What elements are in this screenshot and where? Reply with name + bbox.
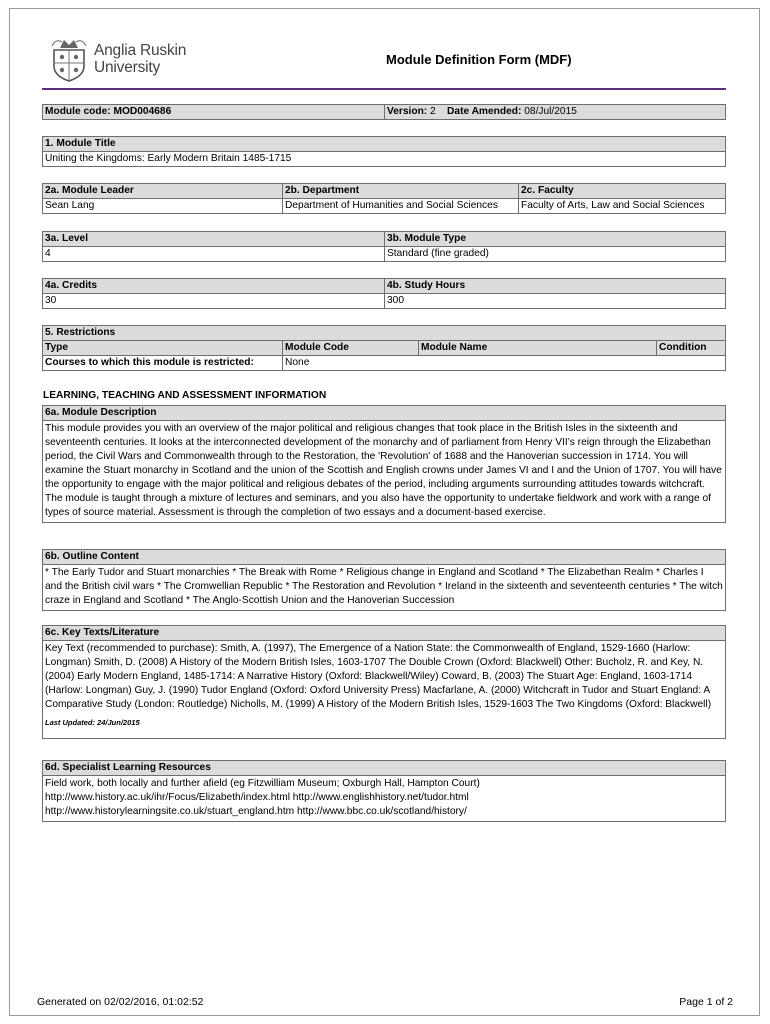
faculty-value: Faculty of Arts, Law and Social Sciences xyxy=(519,199,726,214)
outline-text: * The Early Tudor and Stuart monarchies * The Break with Rome * Religious change in England and Scotland * The Elizabethan Realm * Charles I and the British civil wars * The Cromwellian Republic * The Restoration and Revolution * Ireland in the sixteenth and seventeenth centuries * The witch craze in England and Scotland * The Anglo-Scottish Union and the Hanoverian Succession xyxy=(43,565,726,611)
description-heading: 6a. Module Description xyxy=(43,406,726,421)
key-texts-table xyxy=(42,625,726,739)
module-title-heading: 1. Module Title xyxy=(43,137,726,152)
resources-line-2: http://www.history.ac.uk/ihr/Focus/Elizabeth/index.html http://www.englishhistory.net/tudor.html xyxy=(45,792,469,803)
module-type-value: Standard (fine graded) xyxy=(385,247,726,262)
description-text: This module provides you with an overview of the major political and religious changes that took place in the British Isles in the sixteenth and seventeenth centuries. It looks at the interconnected development of the monarchy and of parliament from Henry VII’s reign through the Elizabethan period, the Civil Wars and Commonwealth through to the Restoration, the 'Revolution' of 1688 and the Hanoverian succession in 1714. You will examine the Stuart monarchy in Scotland and the union of the Scottish and English crowns under James VI and I and the Union of 1707. You will have the opportunity to engage with the major political and religious debates of the period, including arguments surrounding attitudes towards witchcraft. The module is taught through a mixture of lectures and seminars, and you also have the opportunity to undertake fieldwork and work with a range of types of source material. Assessment is through the completion of two essays and a document-based exercise. xyxy=(43,421,726,523)
level-value: 4 xyxy=(43,247,385,262)
restrictions-col-code: Module Code xyxy=(283,341,419,356)
study-hours-value: 300 xyxy=(385,294,726,309)
version-date: Version: 2 Date Amended: 08/Jul/2015 xyxy=(385,105,726,120)
module-title-value: Uniting the Kingdoms: Early Modern Britain 1485-1715 xyxy=(43,152,726,167)
key-texts-text: Key Text (recommended to purchase): Smith, A. (1997), The Emergence of a Nation State: the Commonwealth of England, 1529-1660 (Harlow: Longman) Smith, D. (2008) A History of the Modern British Isles, 1603-1707 The Double Crown (Oxford: Blackwell) Other: Bucholz, R. and Key, N. (2004) Early Modern England, 1485-1714: A Narrative History (Oxford: Blackwell/Wiley) Coward, B. (2003) The Stuart Age: England, 1603-1714 (Harlow: Longman) Guy, J. (1990) Tudor England (Oxford: Oxford University Press) Macfarlane, A. (2000) Witchcraft in Tudor and Stuart England: A Comparative Study (London: Routledge) Nicholls, M. (1999) A History of the Modern British Isles, 1529-1603 The Two Kingdoms (Oxford: Blackwell) xyxy=(45,643,712,710)
credits-table xyxy=(42,278,726,309)
resources-table xyxy=(42,760,726,822)
credits-value: 30 xyxy=(43,294,385,309)
university-logo xyxy=(50,36,210,82)
generated-timestamp: Generated on 02/02/2016, 01:02:52 xyxy=(37,996,204,1008)
restrictions-col-condition: Condition xyxy=(657,341,726,356)
credits-heading: 4a. Credits xyxy=(43,279,385,294)
last-updated: Last Updated: 24/Jun/2015 xyxy=(45,718,140,727)
restrictions-heading: 5. Restrictions xyxy=(43,326,726,341)
leader-table xyxy=(42,183,726,214)
resources-cell xyxy=(43,776,726,822)
restrictions-col-name: Module Name xyxy=(419,341,657,356)
department-value: Department of Humanities and Social Sciences xyxy=(283,199,519,214)
leader-value: Sean Lang xyxy=(43,199,283,214)
leader-heading: 2a. Module Leader xyxy=(43,184,283,199)
key-texts-cell xyxy=(43,641,726,739)
module-title-table xyxy=(42,136,726,167)
outline-table xyxy=(42,549,726,611)
restrictions-row-label: Courses to which this module is restricted: xyxy=(43,356,283,371)
title-divider xyxy=(42,88,726,90)
module-code-table xyxy=(42,104,726,120)
outline-heading: 6b. Outline Content xyxy=(43,550,726,565)
department-heading: 2b. Department xyxy=(283,184,519,199)
module-type-heading: 3b. Module Type xyxy=(385,232,726,247)
description-table xyxy=(42,405,726,523)
restrictions-row-value: None xyxy=(283,356,726,371)
key-texts-heading: 6c. Key Texts/Literature xyxy=(43,626,726,641)
module-code: Module code: MOD004686 xyxy=(43,105,385,120)
restrictions-col-type: Type xyxy=(43,341,283,356)
ltai-section-title: LEARNING, TEACHING AND ASSESSMENT INFORMATION xyxy=(43,390,327,401)
crest-icon xyxy=(50,36,88,82)
university-name: Anglia Ruskin University xyxy=(94,42,187,76)
resources-heading: 6d. Specialist Learning Resources xyxy=(43,761,726,776)
resources-line-1: Field work, both locally and further afield (eg Fitzwilliam Museum; Oxburgh Hall, Hampton Court) xyxy=(45,778,480,789)
study-hours-heading: 4b. Study Hours xyxy=(385,279,726,294)
resources-line-3: http://www.historylearningsite.co.uk/stuart_england.htm http://www.bbc.co.uk/scotland/history/ xyxy=(45,806,467,817)
page-number: Page 1 of 2 xyxy=(679,996,733,1008)
level-heading: 3a. Level xyxy=(43,232,385,247)
form-title: Module Definition Form (MDF) xyxy=(386,52,572,67)
restrictions-table xyxy=(42,325,726,371)
faculty-heading: 2c. Faculty xyxy=(519,184,726,199)
level-table xyxy=(42,231,726,262)
